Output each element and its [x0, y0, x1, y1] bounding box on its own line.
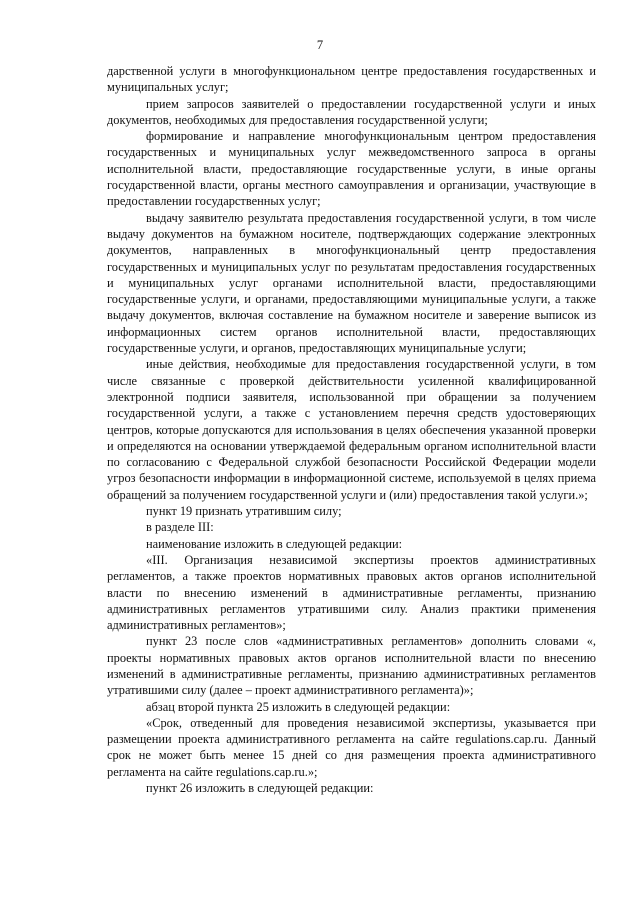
- paragraph: абзац второй пункта 25 изложить в следующей редакции:: [146, 699, 451, 714]
- paragraph: иные действия, необходимые для предоставления государственной услуги, в том числе связанные с проверкой действительности усиленной квалифицированной электронной подписи заявителя, использованной при обращении за получением государственной услуги, а также с установлением перечня средств удостоверяющих центров, которые допускаются для использования в целях обеспечения указанной проверки и определяются на основании утверждаемой федеральным органом исполнительной власти по согласованию с Федеральной службой безопасности Российской Федерации модели угроз безопасности информации в информационной системе, используемой в целях приема обращений за получением государственной услуги и (или) предоставления такой услуги.»;: [107, 357, 596, 502]
- paragraph: наименование изложить в следующей редакции:: [146, 536, 403, 551]
- paragraph: «III. Организация независимой экспертизы проектов административных регламентов, а также проектов нормативных правовых актов органов исполнительной власти по внесению изменений в административные регламенты, признанию административных регламентов утратившими силу. Анализ практики применения административных регламентов»;: [107, 552, 596, 633]
- paragraph: пункт 23 после слов «административных регламентов» дополнить словами «, проекты нормативных правовых актов органов исполнительной власти по внесению изменений в административные регламенты, признанию административных регламентов утратившими силу (далее – проект административного регламента)»;: [107, 634, 596, 698]
- paragraph: формирование и направление многофункциональным центром предоставления государственных и муниципальных услуг межведомственного запроса в органы исполнительной власти, предоставляющие государственные услуги, в иные органы государственной власти, органы местного самоуправления и организации, участвующие в предоставлении государственных услуг;: [107, 129, 596, 209]
- paragraph: пункт 19 признать утратившим силу;: [146, 504, 342, 519]
- paragraph: в разделе III:: [146, 520, 214, 535]
- paragraph: пункт 26 изложить в следующей редакции:: [146, 781, 374, 796]
- document-body: [107, 63, 596, 796]
- paragraph: дарственной услуги в многофункциональном центре предоставления государственных и муниципальных услуг;: [107, 64, 596, 95]
- paragraph: «Срок, отведенный для проведения независимой экспертизы, указывается при размещении проекта административного регламента на сайте regulations.cap.ru. Данный срок не может быть менее 15 дней со дня размещения проекта административного регламента на сайте regulations.cap.ru.»;: [107, 715, 596, 779]
- paragraph: выдачу заявителю результата предоставления государственной услуги, в том числе выдачу документов на бумажном носителе, подтверждающих содержание электронных документов, направленных в многофункциональный центр предоставления государственных и муниципальных услуг по результатам предоставления государственных и муниципальных услуг органами исполнительной власти, предоставляющими государственные услуги, и органами, предоставляющими муниципальные услуги, а также выдачу документов, включая составление на бумажном носителе и заверение выписок из информационных систем органов исполнительной власти, предоставляющих государственные услуги, и органов, предоставляющих муниципальные услуги;: [107, 210, 596, 356]
- page-number: 7: [316, 38, 324, 52]
- paragraph: прием запросов заявителей о предоставлении государственной услуги и иных документов, необходимых для предоставления государственной услуги;: [107, 96, 596, 127]
